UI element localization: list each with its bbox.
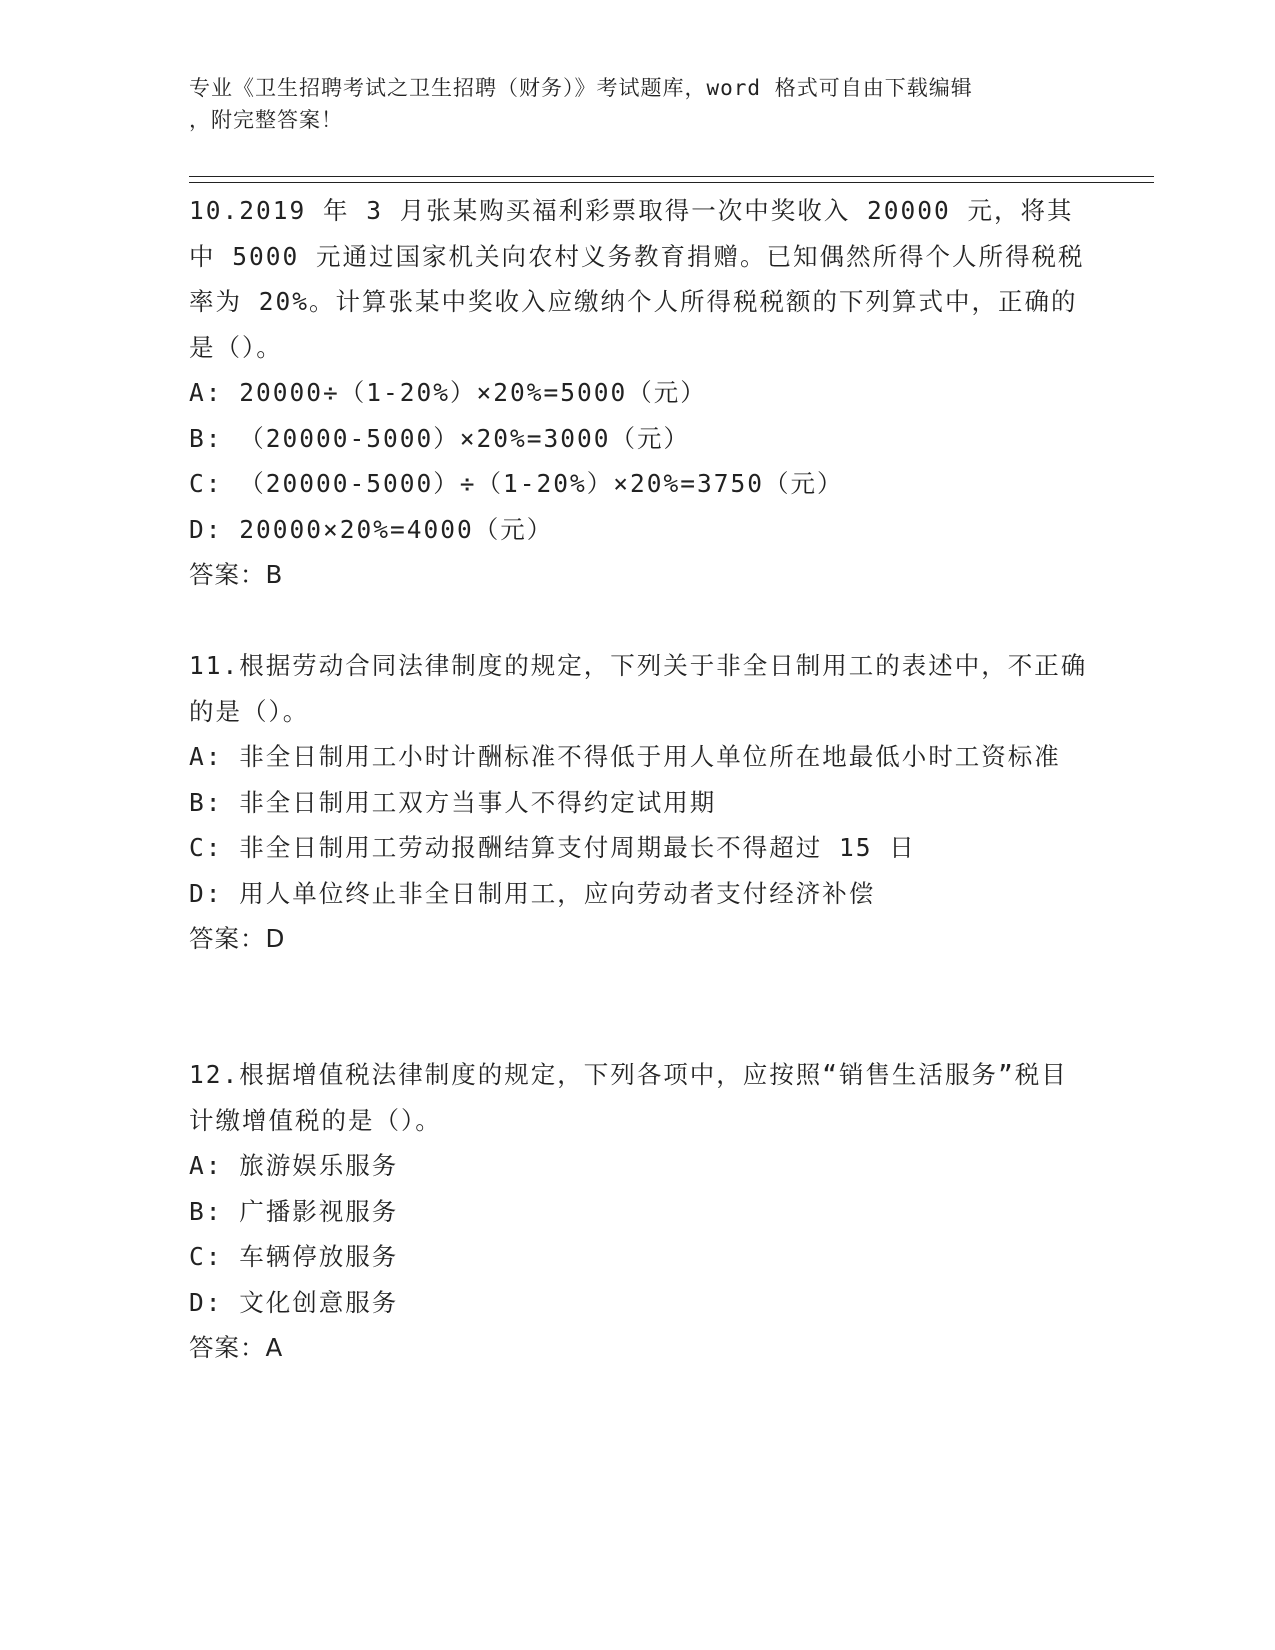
header-divider-bottom <box>189 182 1154 183</box>
option-a: A: 非全日制用工小时计酬标准不得低于用人单位所在地最低小时工资标准 <box>189 742 1061 771</box>
question-10 <box>189 188 1089 598</box>
header-divider-top <box>189 176 1154 177</box>
question-12 <box>189 1052 1089 1371</box>
option-d: D: 用人单位终止非全日制用工，应向劳动者支付经济补偿 <box>189 878 876 908</box>
option-c: C: 车辆停放服务 <box>189 1242 399 1271</box>
option-a: A: 20000÷（1-20%）×20%=5000（元） <box>189 378 707 407</box>
header-line-1: 专业《卫生招聘考试之卫生招聘（财务）》考试题库，word 格式可自由下载编辑 <box>189 76 973 100</box>
option-b: B: 非全日制用工双方当事人不得约定试用期 <box>189 787 717 817</box>
option-c: C: （20000-5000）÷（1-20%）×20%=3750（元） <box>189 469 844 498</box>
answer-line: 答案：D <box>189 924 286 953</box>
question-stem: 11.根据劳动合同法律制度的规定，下列关于非全日制用工的表述中，不正确的是（）。 <box>189 651 1088 726</box>
option-d: D: 文化创意服务 <box>189 1287 399 1317</box>
answer-line: 答案：A <box>189 1333 284 1362</box>
option-b: B: 广播影视服务 <box>189 1196 399 1226</box>
option-d: D: 20000×20%=4000（元） <box>189 514 554 544</box>
question-stem: 12.根据增值税法律制度的规定，下列各项中，应按照“销售生活服务”税目计缴增值税的是（）。 <box>189 1060 1068 1135</box>
question-stem: 10.2019 年 3 月张某购买福利彩票取得一次中奖收入 20000 元，将其中 5000 元通过国家机关向农村义务教育捐赠。已知偶然所得个人所得税税率为 20%。计算张某中奖收入应缴纳个人所得税税额的下列算式中，正确的是（）。 <box>189 196 1085 362</box>
document-header <box>189 72 1089 136</box>
answer-line: 答案：B <box>189 560 284 589</box>
option-b: B: （20000-5000）×20%=3000（元） <box>189 423 691 453</box>
question-11 <box>189 643 1089 962</box>
header-line-2: ，附完整答案！ <box>189 108 343 132</box>
option-a: A: 旅游娱乐服务 <box>189 1151 399 1180</box>
option-c: C: 非全日制用工劳动报酬结算支付周期最长不得超过 15 日 <box>189 833 916 862</box>
